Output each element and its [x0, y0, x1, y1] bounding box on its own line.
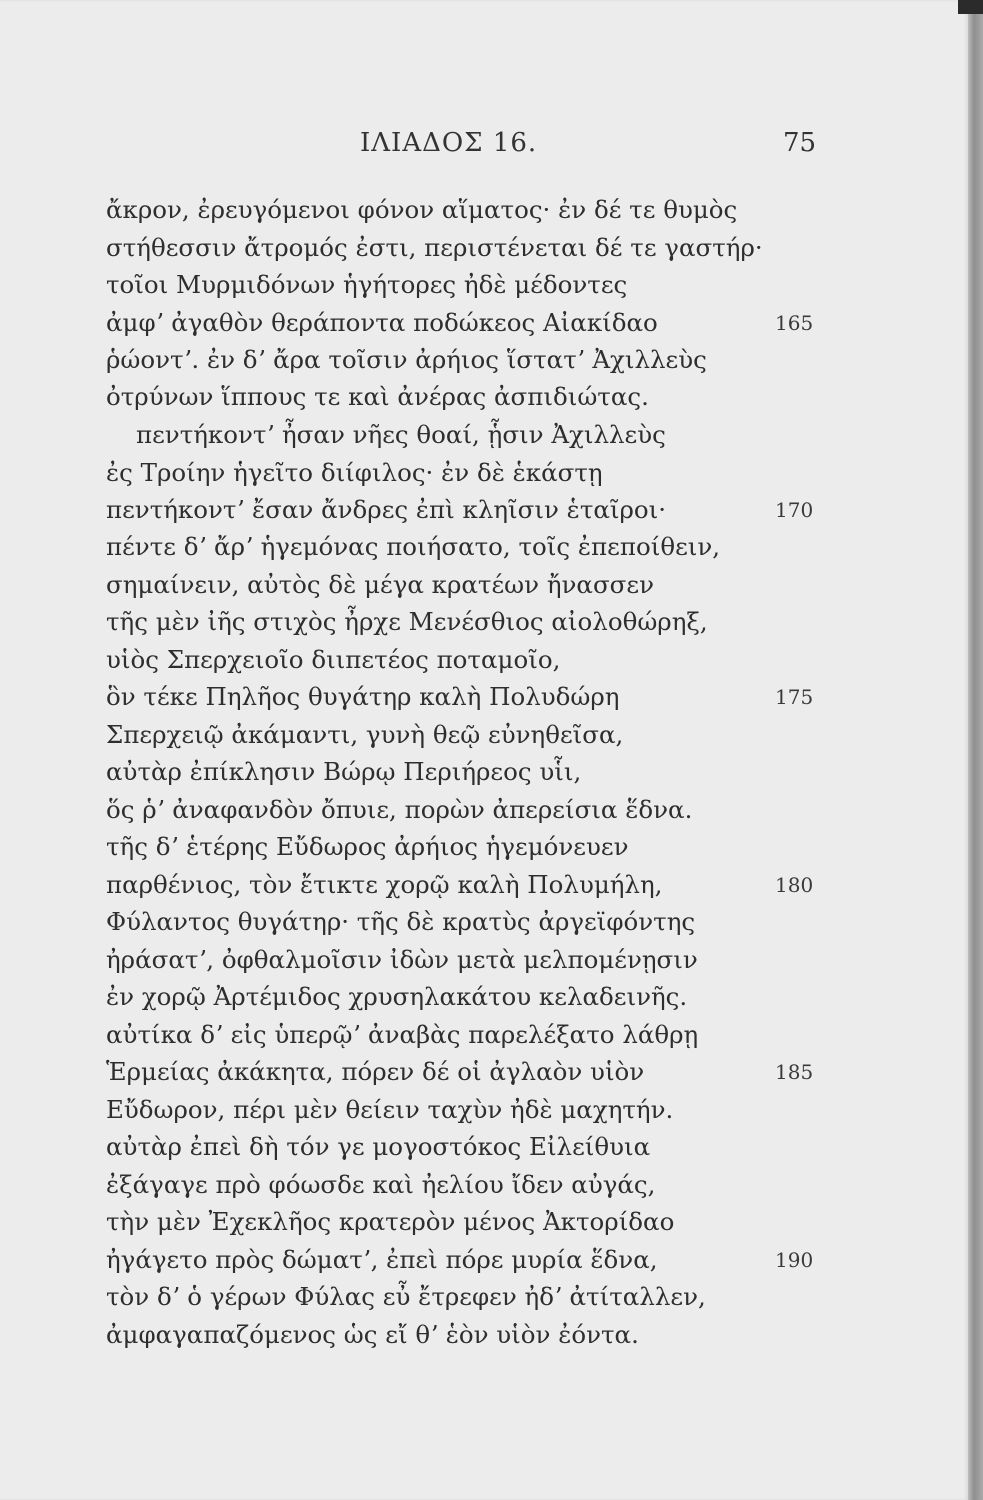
verse-line: ὅς ῥʼ ἀναφανδὸν ὄπυιε, πορὼν ἀπερείσια ἕδνα.: [106, 795, 693, 824]
verse-line: ὀτρύνων ἵππους τε καὶ ἀνέρας ἀσπιδιώτας.: [106, 382, 649, 411]
verse-line: τὴν μὲν Ἐχεκλῆος κρατερὸν μένος Ἀκτορίδαο: [106, 1207, 675, 1236]
verse-line: υἱὸς Σπερχειοῖο διιπετέος ποταμοῖο,: [106, 645, 561, 674]
verse-line: αὐτίκα δʼ εἰς ὑπερῷʼ ἀναβὰς παρελέξατο λάθρῃ: [106, 1020, 699, 1049]
verse-line: ἐν χορῷ Ἀρτέμιδος χρυσηλακάτου κελαδεινῆς.: [106, 982, 688, 1011]
verse-line: πεντήκοντʼ ἔσαν ἄνδρες ἐπὶ κληῖσιν ἑταῖροι·: [106, 495, 667, 524]
verse-line: σημαίνειν, αὐτὸς δὲ μέγα κρατέων ἤνασσεν: [106, 570, 654, 599]
verse-line: Ἑρμείας ἀκάκητα, πόρεν δέ οἱ ἀγλαὸν υἱὸν: [106, 1057, 645, 1086]
verse-line: ὃν τέκε Πηλῆος θυγάτηρ καλὴ Πολυδώρη: [106, 682, 620, 711]
verse-line: τὸν δʼ ὁ γέρων Φύλας εὖ ἔτρεφεν ἠδʼ ἀτίταλλεν,: [106, 1282, 706, 1311]
verse-line: τῆς μὲν ἰῆς στιχὸς ἦρχε Μενέσθιος αἰολοθώρηξ,: [106, 607, 708, 636]
line-number: 190: [775, 1248, 814, 1272]
verse-line: πεντήκοντʼ ἦσαν νῆες θοαί, ᾗσιν Ἀχιλλεὺς: [136, 420, 666, 449]
verse-line: ἠράσατʼ, ὀφθαλμοῖσιν ἰδὼν μετὰ μελπομένῃσιν: [106, 945, 698, 974]
line-number: 165: [775, 311, 814, 335]
verse-line: παρθένιος, τὸν ἔτικτε χορῷ καλὴ Πολυμήλη,: [106, 870, 663, 899]
verse-line: Σπερχειῷ ἀκάμαντι, γυνὴ θεῷ εὐνηθεῖσα,: [106, 720, 624, 749]
verse-line: τῆς δʼ ἑτέρης Εὔδωρος ἀρήιος ἡγεμόνευεν: [106, 832, 629, 861]
verse-line: ἀμφʼ ἀγαθὸν θεράποντα ποδώκεος Αἰακίδαο: [106, 308, 658, 337]
page-number: 75: [783, 128, 817, 158]
verse-line: Φύλαντος θυγάτηρ· τῆς δὲ κρατὺς ἀργεϊφόντης: [106, 907, 696, 936]
verse-line: Εὔδωρον, πέρι μὲν θείειν ταχὺν ἠδὲ μαχητήν.: [106, 1095, 674, 1124]
line-number: 170: [775, 498, 814, 522]
running-header-title: ΙΛΙΑΔΟΣ 16.: [360, 128, 538, 158]
line-number: 175: [775, 685, 814, 709]
verse-line: στήθεσσιν ἄτρομός ἐστι, περιστένεται δέ τε γαστήρ·: [106, 233, 763, 262]
verse-line: πέντε δʼ ἄρʼ ἡγεμόνας ποιήσατο, τοῖς ἐπεποίθειν,: [106, 532, 721, 561]
verse-line: ἠγάγετο πρὸς δώματʼ, ἐπεὶ πόρε μυρία ἕδνα,: [106, 1245, 658, 1274]
verse-line: ἐξάγαγε πρὸ φόωσδε καὶ ἠελίου ἴδεν αὐγάς,: [106, 1170, 656, 1199]
verse-line: αὐτὰρ ἐπεὶ δὴ τόν γε μογοστόκος Εἰλείθυια: [106, 1132, 651, 1161]
page-corner: [958, 0, 983, 14]
line-number: 185: [775, 1060, 814, 1084]
verse-line: ἐς Τροίην ἡγεῖτο διίφιλος· ἐν δὲ ἑκάστῃ: [106, 458, 603, 487]
line-number: 180: [775, 873, 814, 897]
verse-line: τοῖοι Μυρμιδόνων ἡγήτορες ἠδὲ μέδοντες: [106, 270, 628, 299]
verse-line: αὐτὰρ ἐπίκλησιν Βώρῳ Περιήρεος υἷι,: [106, 757, 582, 786]
page-edge-shadow: [968, 0, 983, 1500]
verse-line: ἀμφαγαπαζόμενος ὡς εἴ θʼ ἑὸν υἱὸν ἐόντα.: [106, 1320, 639, 1349]
verse-line: ῥώοντʼ. ἐν δʼ ἄρα τοῖσιν ἀρήιος ἵστατʼ Ἀχιλλεὺς: [106, 345, 707, 374]
verse-line: ἄκρον, ἐρευγόμενοι φόνον αἵματος· ἐν δέ τε θυμὸς: [106, 195, 738, 224]
